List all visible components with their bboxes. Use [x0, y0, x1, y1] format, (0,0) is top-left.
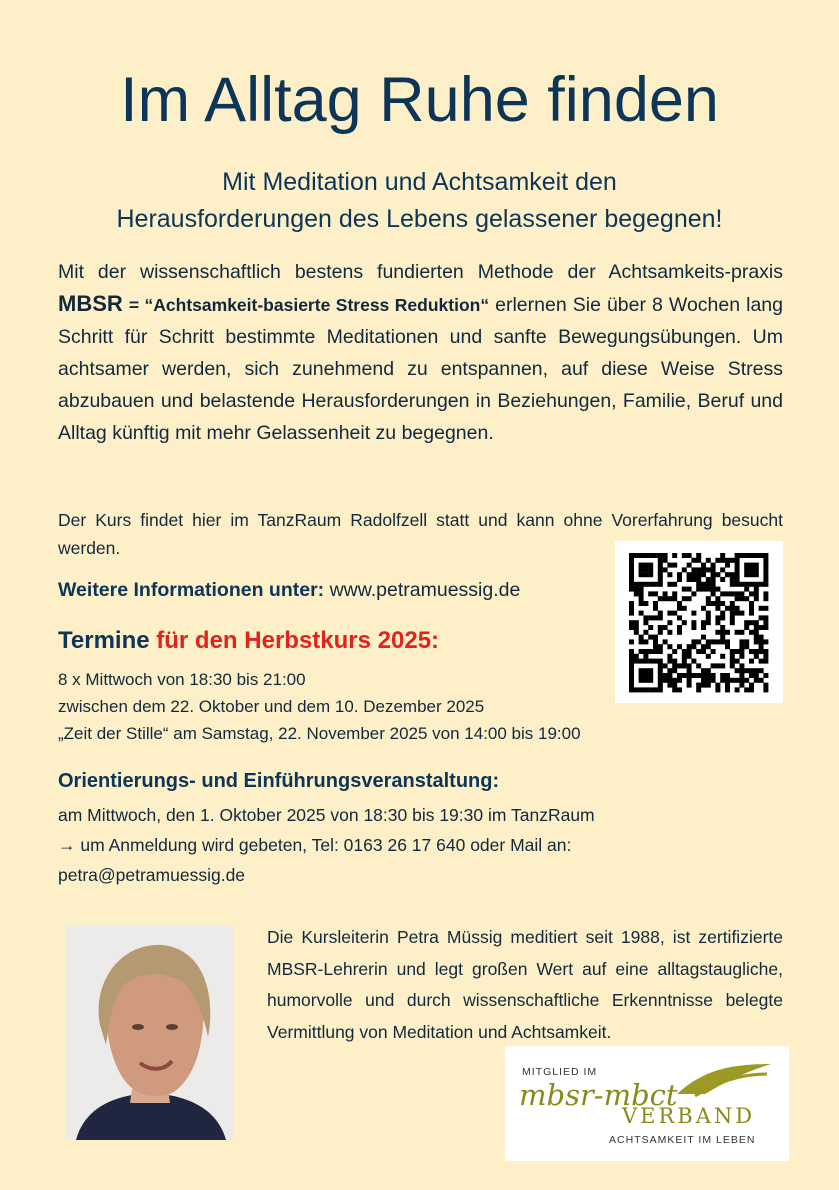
- orientation-date: am Mittwoch, den 1. Oktober 2025 von 18:30 bis 19:30 im TanzRaum: [58, 805, 595, 825]
- qr-code-graphic: [615, 541, 783, 703]
- logo-member-text: MITGLIED IM: [522, 1066, 598, 1078]
- portrait-photo: [66, 925, 233, 1140]
- qr-code-icon[interactable]: [615, 541, 783, 703]
- registration-note: um Anmeldung wird gebeten, Tel: 0163 26 17 640 oder Mail an:: [80, 835, 572, 855]
- arrow-right-icon: →: [58, 835, 76, 855]
- termine-heading: [58, 624, 439, 658]
- info-line: [58, 575, 520, 605]
- date-item: zwischen dem 22. Oktober und dem 10. Dezember 2025: [58, 697, 485, 716]
- email-link[interactable]: petra@petramuessig.de: [58, 865, 246, 885]
- subtitle-line2: Herausforderungen des Lebens gelassener begegnen!: [116, 205, 723, 233]
- subtitle-line1: Mit Meditation und Achtsamkeit den: [222, 168, 617, 196]
- logo-verband-text: VERBAND: [622, 1104, 756, 1128]
- intro-paragraph: [58, 256, 783, 449]
- orientation-heading: Orientierungs- und Einführungsveranstaltung:: [58, 770, 500, 792]
- subtitle: [40, 164, 799, 238]
- bio-paragraph: Die Kursleiterin Petra Müssig meditiert seit 1988, ist zertifizierte MBSR-Lehrerin und legt großen Wert auf eine alltagstaugliche, humorvolle und durch wissenschaftliche Erkenntnisse belegte Vermittlung von Meditation und Achtsamkeit.: [267, 927, 783, 1042]
- termine-heading-b: für den Herbstkurs 2025:: [156, 627, 440, 654]
- portrait-drawing: [66, 925, 233, 1140]
- orientation-details: [58, 800, 595, 890]
- mbsr-term: MBSR: [58, 291, 123, 316]
- intro-body: erlernen Sie über 8 Wochen lang Schritt für Schritt bestimmte Meditationen und sanfte Bewegungsübungen. Um achtsamer werden, sich zunehmend zu entspannen, auf diese Weise Stress abzubauen und belastende Herausforderungen in Beziehungen, Familie, Beruf und Alltag künftig mit mehr Gelassenheit zu begegnen.: [58, 294, 783, 444]
- verband-logo[interactable]: [505, 1046, 789, 1161]
- info-label: Weitere Informationen unter:: [58, 579, 325, 601]
- website-link[interactable]: www.petramuessig.de: [329, 579, 521, 601]
- mbsr-definition: = “Achtsamkeit-basierte Stress Reduktion“: [128, 295, 490, 315]
- logo-tagline: ACHTSAMKEIT IM LEBEN: [609, 1134, 756, 1146]
- date-item: „Zeit der Stille“ am Samstag, 22. November 2025 von 14:00 bis 19:00: [58, 724, 581, 743]
- date-item: 8 x Mittwoch von 18:30 bis 21:00: [58, 670, 306, 689]
- intro-lead: Mit der wissenschaftlich bestens fundierten Methode der Achtsamkeits-praxis: [58, 261, 783, 283]
- logo-brand-text: mbsr-mbct: [519, 1078, 678, 1112]
- dates-list: [58, 666, 581, 747]
- leaf-swoosh-icon: [675, 1058, 775, 1098]
- termine-heading-a: Termine: [58, 627, 150, 654]
- page-title: Im Alltag Ruhe finden: [120, 65, 719, 135]
- course-location-text: Der Kurs findet hier im TanzRaum Radolfzell statt und kann ohne Vorerfahrung besucht werden.: [58, 510, 783, 558]
